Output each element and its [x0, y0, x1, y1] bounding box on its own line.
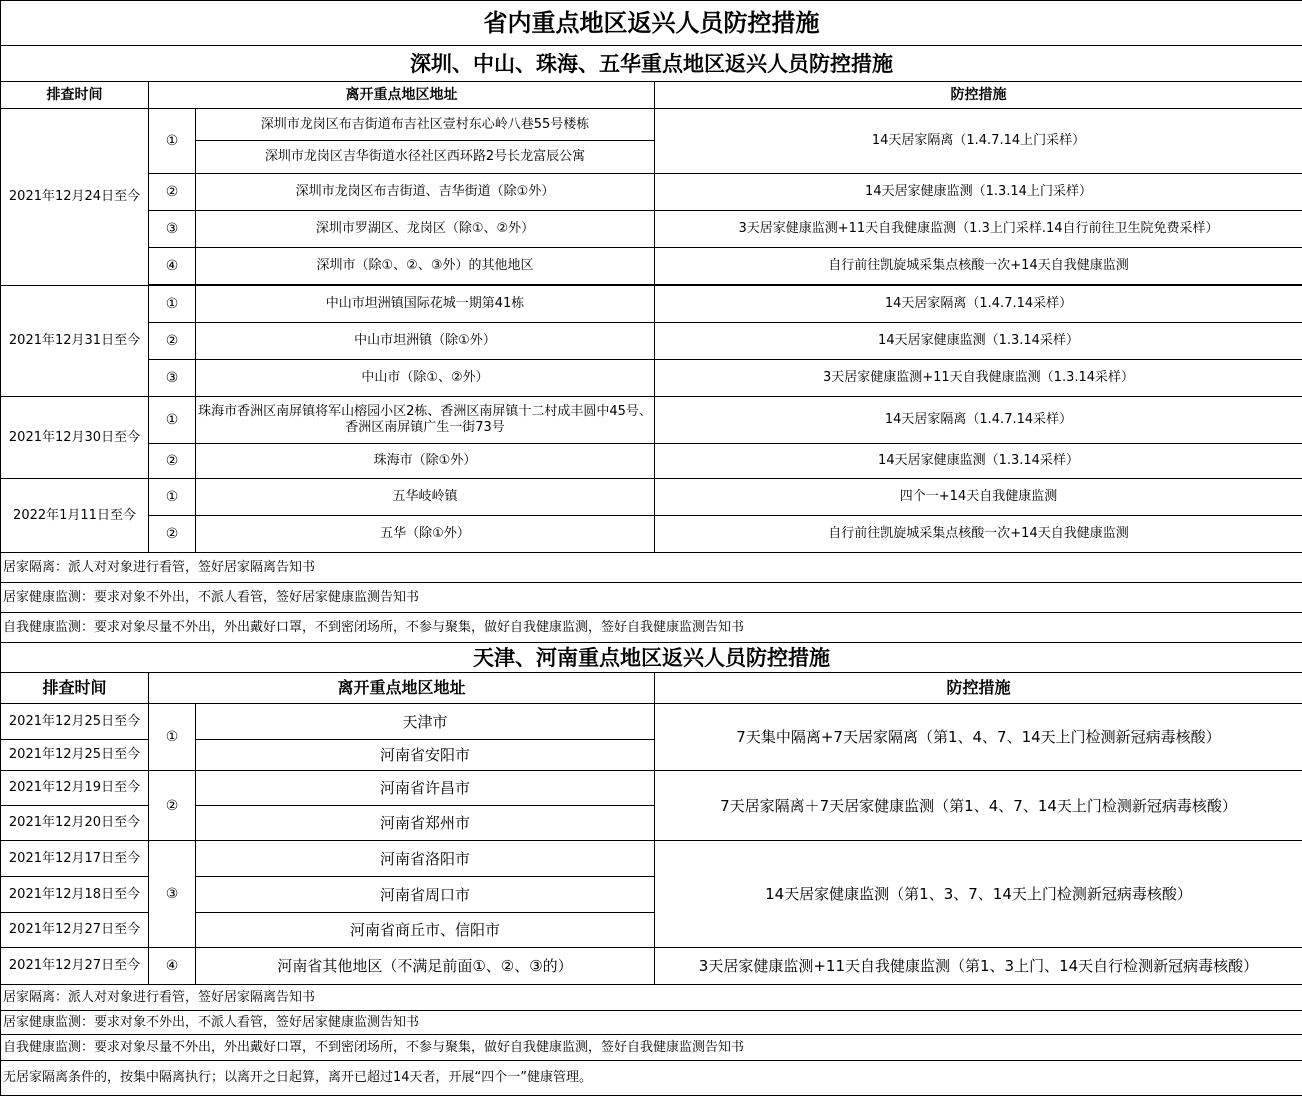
measure-cell: 14天居家隔离（1.4.7.14采样）: [655, 286, 1302, 323]
level-mark: ③: [149, 211, 196, 248]
table-row: [1, 360, 1302, 397]
measure-cell: 四个一+14天自我健康监测: [655, 479, 1302, 516]
level-mark: ②: [149, 516, 196, 553]
time-cell: 2021年12月18日至今: [1, 877, 149, 913]
table-row: [1, 323, 1302, 360]
time-cell: 2021年12月19日至今: [1, 771, 149, 806]
time-cell: 2022年1月11日至今: [1, 479, 149, 553]
section1-title: 深圳、中山、珠海、五华重点地区返兴人员防控措施: [1, 46, 1302, 82]
table-row: [1, 211, 1302, 248]
measure-cell: 3天居家健康监测+11天自我健康监测（1.3上门采样.14自行前往卫生院免费采样）: [655, 211, 1302, 248]
page-title: 省内重点地区返兴人员防控措施: [1, 1, 1302, 46]
section2-title: 天津、河南重点地区返兴人员防控措施: [1, 643, 1302, 673]
level-mark: ③: [149, 360, 196, 397]
measure-cell: 3天居家健康监测+11天自我健康监测（1.3.14采样）: [655, 360, 1302, 397]
note-home-isolation: 居家隔离：派人对对象进行看管，签好居家隔离告知书: [1, 985, 1302, 1011]
address-cell: 河南省许昌市: [196, 771, 655, 806]
table-row: [1, 248, 1302, 285]
time-cell: 2021年12月24日至今: [1, 109, 149, 286]
table-row: [1, 516, 1302, 553]
header-address: 离开重点地区地址: [149, 673, 655, 704]
address-cell: 五华（除①外）: [196, 516, 655, 553]
time-cell: 2021年12月17日至今: [1, 841, 149, 877]
measure-cell: 自行前往凯旋城采集点核酸一次+14天自我健康监测: [655, 248, 1302, 285]
note-home-isolation: 居家隔离：派人对对象进行看管，签好居家隔离告知书: [1, 553, 1302, 583]
table-row: [1, 704, 1302, 740]
note-home-monitoring: 居家健康监测：要求对象不外出，不派人看管，签好居家健康监测告知书: [1, 1011, 1302, 1035]
measure-cell: 14天居家隔离（1.4.7.14上门采样）: [655, 109, 1302, 174]
address-cell: 河南省郑州市: [196, 806, 655, 841]
address-cell: 中山市（除①、②外）: [196, 360, 655, 397]
time-cell: 2021年12月30日至今: [1, 397, 149, 479]
address-cell: 天津市: [196, 704, 655, 740]
level-mark: ④: [149, 948, 196, 985]
header-measure: 防控措施: [655, 82, 1302, 109]
measure-cell: 14天居家健康监测（1.3.14上门采样）: [655, 174, 1302, 211]
note-centralized-isolation: 无居家隔离条件的，按集中隔离执行；以离开之日起算，离开已超过14天者，开展“四个一”健康管理。: [1, 1061, 1302, 1096]
measure-cell: 自行前往凯旋城采集点核酸一次+14天自我健康监测: [655, 516, 1302, 553]
address-cell: 中山市坦洲镇国际花城一期第41栋: [196, 286, 655, 323]
level-mark: ①: [149, 109, 196, 174]
note-home-monitoring: 居家健康监测：要求对象不外出，不派人看管，签好居家健康监测告知书: [1, 583, 1302, 613]
address-cell: 深圳市罗湖区、龙岗区（除①、②外）: [196, 211, 655, 248]
header-time: 排查时间: [1, 673, 149, 704]
header-time: 排查时间: [1, 82, 149, 109]
table-row: [1, 479, 1302, 516]
table-row: [1, 771, 1302, 806]
level-mark: ①: [149, 479, 196, 516]
address-cell: 河南省周口市: [196, 877, 655, 913]
level-mark: ②: [149, 444, 196, 479]
note-self-monitoring: 自我健康监测：要求对象尽量不外出，外出戴好口罩，不到密闭场所，不参与聚集，做好自我健康监测，签好自我健康监测告知书: [1, 613, 1302, 643]
measure-cell: 14天居家隔离（1.4.7.14采样）: [655, 397, 1302, 444]
address-cell: 深圳市（除①、②、③外）的其他地区: [196, 248, 655, 285]
table-row: [1, 841, 1302, 877]
address-cell: 中山市坦洲镇（除①外）: [196, 323, 655, 360]
table-row: [1, 948, 1302, 985]
table-row: [1, 286, 1302, 323]
level-mark: ①: [149, 397, 196, 444]
measure-cell: 3天居家健康监测+11天自我健康监测（第1、3上门、14天自行检测新冠病毒核酸）: [655, 948, 1302, 985]
measure-cell: 7天集中隔离+7天居家隔离（第1、4、7、14天上门检测新冠病毒核酸）: [655, 704, 1302, 771]
time-cell: 2021年12月27日至今: [1, 948, 149, 985]
level-mark: ②: [149, 174, 196, 211]
header-address: 离开重点地区地址: [149, 82, 655, 109]
time-cell: 2021年12月27日至今: [1, 913, 149, 948]
measure-cell: 7天居家隔离＋7天居家健康监测（第1、4、7、14天上门检测新冠病毒核酸）: [655, 771, 1302, 841]
address-cell: 河南省安阳市: [196, 740, 655, 771]
header-measure: 防控措施: [655, 673, 1302, 704]
level-mark: ①: [149, 704, 196, 771]
address-cell: 河南省洛阳市: [196, 841, 655, 877]
measure-cell: 14天居家健康监测（1.3.14采样）: [655, 323, 1302, 360]
measure-cell: 14天居家健康监测（1.3.14采样）: [655, 444, 1302, 479]
table-row: [1, 109, 1302, 141]
address-cell: 河南省商丘市、信阳市: [196, 913, 655, 948]
address-cell: 深圳市龙岗区布吉街道、吉华街道（除①外）: [196, 174, 655, 211]
address-cell: 五华岐岭镇: [196, 479, 655, 516]
table-row: [1, 397, 1302, 444]
address-cell: 河南省其他地区（不满足前面①、②、③的）: [196, 948, 655, 985]
table-row: [1, 444, 1302, 479]
address-cell: 深圳市龙岗区吉华街道水径社区西环路2号长龙富辰公寓: [196, 141, 655, 174]
level-mark: ④: [149, 248, 196, 285]
address-cell: 珠海市香洲区南屏镇将军山榕园小区2栋、香洲区南屏镇十二村成丰圆中45号、香洲区南屏镇广生一街73号: [196, 397, 655, 444]
time-cell: 2021年12月25日至今: [1, 740, 149, 771]
table-row: [1, 174, 1302, 211]
address-cell: 珠海市（除①外）: [196, 444, 655, 479]
level-mark: ①: [149, 286, 196, 323]
time-cell: 2021年12月20日至今: [1, 806, 149, 841]
time-cell: 2021年12月25日至今: [1, 704, 149, 740]
level-mark: ②: [149, 323, 196, 360]
level-mark: ②: [149, 771, 196, 841]
note-self-monitoring: 自我健康监测：要求对象尽量不外出，外出戴好口罩，不到密闭场所，不参与聚集，做好自我健康监测，签好自我健康监测告知书: [1, 1035, 1302, 1061]
measure-cell: 14天居家健康监测（第1、3、7、14天上门检测新冠病毒核酸）: [655, 841, 1302, 948]
address-cell: 深圳市龙岗区布吉街道布吉社区壹村东心岭八巷55号楼栋: [196, 109, 655, 141]
time-cell: 2021年12月31日至今: [1, 286, 149, 397]
level-mark: ③: [149, 841, 196, 948]
